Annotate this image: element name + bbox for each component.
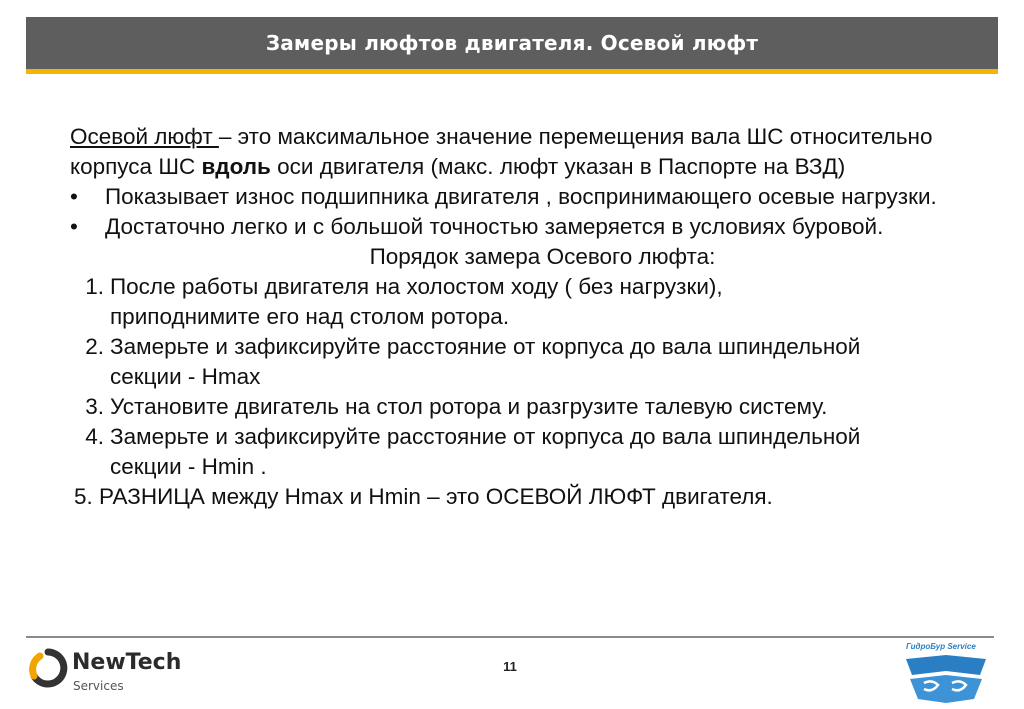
page-number: 11 bbox=[503, 659, 517, 674]
step-5-summary: 5. РАЗНИЦА между Hmax и Hmin – это ОСЕВОЙ ЛЮФТ двигателя. bbox=[74, 484, 773, 509]
slide-content bbox=[70, 122, 1015, 512]
newtech-logo bbox=[26, 646, 196, 702]
bullet-text: Достаточно легко и с большой точностью замеряется в условиях буровой. bbox=[105, 214, 884, 239]
step-text: Замерьте и зафиксируйте расстояние от корпуса до вала шпиндельной секции - Hmin . bbox=[110, 424, 861, 479]
bullet-item bbox=[70, 182, 1015, 212]
step-item bbox=[70, 392, 1015, 422]
definition-bold-word: вдоль bbox=[201, 154, 271, 179]
newtech-logo-name: NewTech bbox=[72, 650, 182, 675]
bullet-item bbox=[70, 212, 1015, 242]
step-number: 1. bbox=[85, 274, 104, 299]
bullet-mark: • bbox=[70, 214, 78, 239]
gidrobur-logo-icon bbox=[902, 653, 990, 705]
step-text: Установите двигатель на стол ротора и разгрузите талевую систему. bbox=[110, 394, 828, 419]
footer-divider bbox=[26, 636, 994, 638]
definition-text-1: – это максимальное значение перемещения вала ШС относительно корпуса ШС bbox=[70, 124, 933, 179]
step-number: 4. bbox=[85, 424, 104, 449]
bullet-mark: • bbox=[70, 184, 78, 209]
definition-paragraph bbox=[70, 122, 1015, 182]
newtech-logo-sub: Services bbox=[73, 679, 124, 693]
step-item bbox=[70, 422, 1015, 482]
procedure-steps bbox=[70, 272, 1015, 482]
step-text: Замерьте и зафиксируйте расстояние от корпуса до вала шпиндельной секции - Hmax bbox=[110, 334, 861, 389]
newtech-logo-icon bbox=[26, 646, 70, 696]
slide-title-bar bbox=[26, 17, 998, 69]
step-item bbox=[70, 332, 1015, 392]
definition-term: Осевой люфт bbox=[70, 124, 219, 149]
procedure-heading: Порядок замера Осевого люфта: bbox=[369, 244, 716, 269]
step-number: 2. bbox=[85, 334, 104, 359]
bullet-text: Показывает износ подшипника двигателя , воспринимающего осевые нагрузки. bbox=[105, 184, 937, 209]
gidrobur-logo-caption: ГидроБур Service bbox=[906, 642, 976, 651]
gidrobur-logo bbox=[900, 642, 992, 704]
step-number: 3. bbox=[85, 394, 104, 419]
step-item bbox=[70, 272, 1015, 332]
definition-text-2: оси двигателя (макс. люфт указан в Паспорте на ВЗД) bbox=[270, 154, 846, 179]
step-text: После работы двигателя на холостом ходу ( без нагрузки), приподнимите его над столом ротора. bbox=[110, 274, 723, 329]
slide-title: Замеры люфтов двигателя. Осевой люфт bbox=[265, 31, 759, 55]
title-accent-line bbox=[26, 69, 998, 74]
